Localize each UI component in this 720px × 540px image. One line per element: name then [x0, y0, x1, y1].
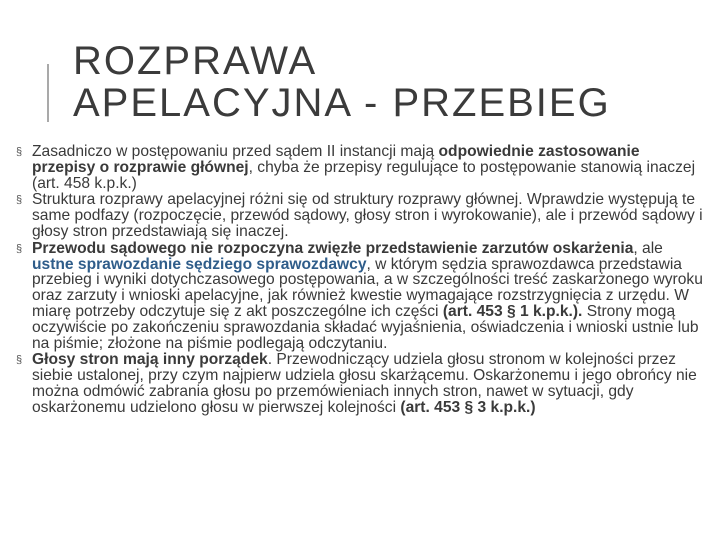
bullet-icon: § [16, 146, 23, 158]
text-segment: , chyba że przepisy regulujące to postępowanie stanowią inaczej (art. 458 k.p.k.) [32, 158, 696, 192]
bullet-icon: § [16, 194, 23, 207]
text-segment-bold: Przewodu sądowego nie rozpoczyna zwięzłe przedstawienie zarzutów oskarżenia [32, 239, 634, 257]
text-segment-bold: odpowiednie zastosowanie przepisy o rozprawie głównej [32, 143, 640, 176]
bullet-icon: § [16, 354, 23, 367]
text-segment: Zasadniczo w postępowaniu przed sądem II instancji mają [32, 143, 439, 160]
text-segment: . Przewodniczący udziela głosu stronom w kolejności przez siebie ustalonej, przy czym najpierw udziela głosu skarżącemu. Oskarżonemu i jego obrońcy nie można odmówić zabrania głosu po przemówieniach innych stron, nawet w sytuacji, gdy oskarżonemu udzielono głosu w pierwszej kolejności [32, 351, 697, 416]
text-segment: , ale [633, 239, 663, 257]
text-segment-highlight: ustne sprawozdanie sędziego sprawozdawcy [32, 255, 367, 273]
paragraph-1 [14, 144, 706, 191]
paragraph-2 [14, 192, 706, 239]
paragraph-4 [14, 352, 706, 415]
text-segment: Struktura rozprawy apelacyjnej różni się od struktury rozprawy głównej. Wprawdzie występują te same podfazy (rozpoczęcie, przewód sądowy, głosy stron i wyrokowanie), ale i przewód sądowy i głosy stron przedstawiają się inaczej. [32, 191, 703, 240]
text-segment: Strony mogą oczywiście po zakończeniu sprawozdania składać wyjaśnienia, oświadczenia i wnioski ustnie lub na piśmie; złożone na piśmie podlegają odczytaniu. [32, 302, 699, 352]
title-accent-bar [47, 64, 49, 122]
text-segment-bold: (art. 453 § 3 k.p.k.) [400, 398, 536, 416]
paragraph-3 [14, 241, 706, 352]
slide-content [14, 144, 706, 417]
text-segment: , w którym sędzia sprawozdawca przedstawia przebieg i wyniki dotychczasowego postępowania, a w szczególności treść zaskarżonego wyroku oraz zarzuty i wnioski apelacyjne, jak również kwestie wymagające rozstrzygnięcia z urzędu. W miarę potrzeby odczytuje się z akt poszczególne ich części [32, 255, 703, 320]
text-segment-bold: Głosy stron mają inny porządek [32, 351, 268, 369]
text-segment-bold: (art. 453 § 1 k.p.k.). [442, 302, 583, 320]
slide-title: ROZPRAWA APELACYJNA - PRZEBIEG [73, 39, 611, 125]
bullet-icon: § [16, 242, 23, 255]
